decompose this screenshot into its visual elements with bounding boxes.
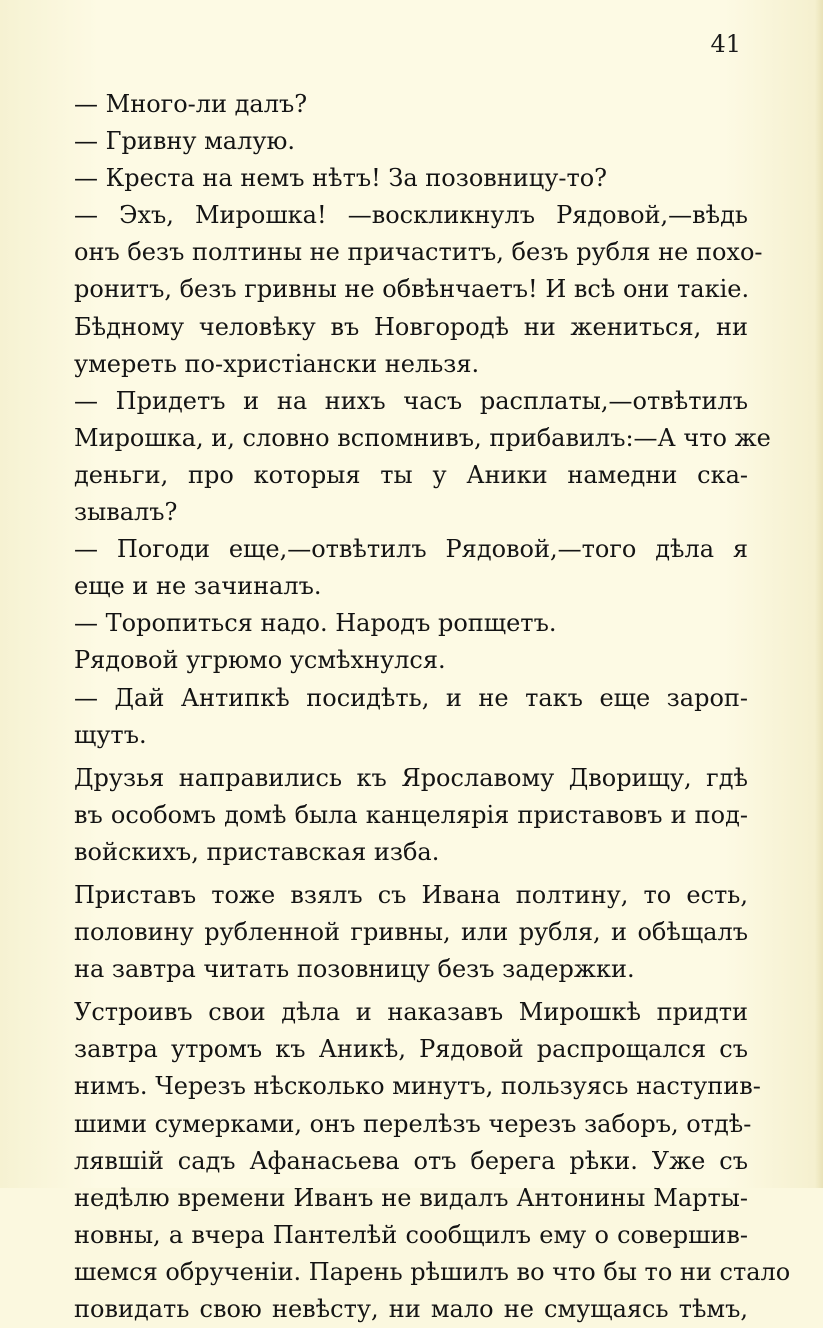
text-line: Бѣдному человѣку въ Новгородѣ ни жениться, ни [74,312,748,341]
text-line: лявшій садъ Афанасьева отъ берега рѣки. Уже съ [74,1146,748,1175]
text-line: половину рубленной гривны, или рубля, и обѣщалъ [74,918,748,947]
text-line: ронитъ, безъ гривны не обвѣнчаетъ! И всѣ они такіе. [74,275,750,304]
text-line: Приставъ тоже взялъ съ Ивана полтину, то есть, [74,880,748,909]
page-text [74,86,791,1328]
text-line: — Дай Антипкѣ посидѣть, и не такъ еще зароп- [74,683,748,712]
page-number: 41 [710,30,741,58]
text-line: Друзья направились къ Ярославому Дворищу, гдѣ [74,763,748,792]
text-line: — Эхъ, Мирошка! —воскликнулъ Рядовой,—вѣдь [74,201,748,230]
text-line: онъ безъ полтины не причаститъ, безъ рубля не похо- [74,238,763,267]
text-line: — Придетъ и на нихъ часъ расплаты,—отвѣтилъ [74,386,748,415]
text-line: зывалъ? [74,498,178,527]
text-line: — Гривну малую. [74,127,296,156]
text-line: — Много-ли далъ? [74,90,308,118]
text-line: умереть по-христіански нельзя. [74,349,480,378]
text-line: новны, а вчера Пантелѣй сообщилъ ему о совершив- [74,1220,748,1249]
text-line: недѣлю времени Иванъ не видалъ Антонины Марты- [74,1183,748,1212]
text-line: повидать свою невѣсту, ни мало не смущаясь тѣмъ, [74,1295,748,1323]
text-line: завтра утромъ къ Аникѣ, Рядовой распрощался съ [74,1035,748,1064]
text-line: Рядовой угрюмо усмѣхнулся. [74,646,446,675]
text-line: въ особомъ домѣ была канцелярія приставовъ и под- [74,800,748,829]
text-line: шемся обрученіи. Парень рѣшилъ во что бы то ни стало [74,1257,791,1286]
text-line: еще и не зачиналъ. [74,572,322,601]
text-line: — Погоди еще,—отвѣтилъ Рядовой,—того дѣла я [74,535,748,564]
text-line: войскихъ, приставская изба. [74,837,440,866]
page-edge-shadow [815,0,823,1188]
text-line: нимъ. Черезъ нѣсколько минутъ, пользуясь наступив- [74,1072,761,1101]
text-line: Устроивъ свои дѣла и наказавъ Мирошкѣ придти [74,998,748,1027]
text-line: на завтра читать позовницу безъ задержки. [74,955,635,984]
text-line: щутъ. [74,720,147,749]
text-line: Мирошка, и, словно вспомнивъ, прибавилъ:—А что же [74,423,771,452]
text-line: — Торопиться надо. Народъ ропщетъ. [74,609,557,638]
text-line: — Креста на немъ нѣтъ! За позовницу-то? [74,164,608,193]
text-line: деньги, про которыя ты у Аники намедни ска- [74,460,748,489]
text-line: шими сумерками, онъ перелѣзъ черезъ заборъ, отдѣ- [74,1109,752,1138]
